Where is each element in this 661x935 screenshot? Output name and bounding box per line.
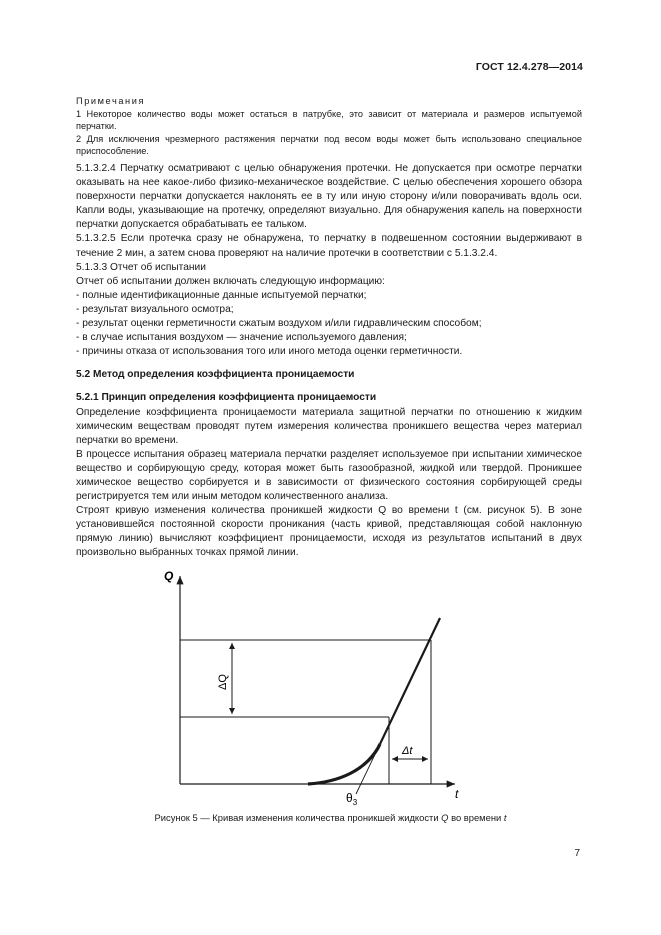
delta-q-label: ΔQ <box>217 674 229 690</box>
figure-5 <box>150 558 480 808</box>
permeation-curve-diagram <box>150 558 480 808</box>
notes-section <box>76 95 582 158</box>
x-axis-label: t <box>455 787 459 801</box>
paragraph-definition: Определение коэффициента проницаемости материала защитной перчатки по отношению к жидким химическим веществам проводят путем измерения количества проникшего вещества через материал перчатки во времени. <box>76 406 582 446</box>
report-item: - причины отказа от использования того или иного метода оценки герметичности. <box>76 346 463 358</box>
paragraph-5-1-3-2-4: 5.1.3.2.4 Перчатку осматривают с целью обнаружения протечки. Не допускается при осмотре перчатки оказывать на нее какое-либо физико-механическое воздействие. С целью обеспечения хорошего обзора поверхности перчатки допускается наклонять ее в ту или иную сторону и/или поворачивать вдоль оси. Капли воды, указывающие на протечку, определяют визуально. Для обнаружения капель на поверхности перчатки допускается обрабатывать ее тальком. <box>76 163 582 231</box>
theta-symbol: θ <box>346 791 353 805</box>
report-item: - в случае испытания воздухом — значение используемого давления; <box>76 332 407 344</box>
y-axis-label: Q <box>164 569 174 583</box>
permeation-curve <box>308 744 380 784</box>
report-intro: Отчет об испытании должен включать следующую информацию: <box>76 275 385 287</box>
heading-5-2: 5.2 Метод определения коэффициента проницаемости <box>76 369 355 381</box>
delta-t-label: Δt <box>402 745 413 757</box>
report-item: - полные идентификационные данные испытуемой перчатки; <box>76 289 367 301</box>
page-number: 7 <box>574 848 580 859</box>
figure-caption <box>0 812 661 823</box>
note-2: 2 Для исключения чрезмерного растяжения перчатки под весом воды может быть использовано специальное приспособление. <box>76 133 582 157</box>
report-item: - результат оценки герметичности сжатым воздухом и/или гидравлическим способом; <box>76 318 482 330</box>
heading-5-2-1: 5.2.1 Принцип определения коэффициента проницаемости <box>76 392 377 404</box>
notes-title: Примечания <box>76 96 146 106</box>
caption-q: Q <box>441 812 449 823</box>
paragraph-5-1-3-2-5: 5.1.3.2.5 Если протечка сразу не обнаружена, то перчатку в подвешенном состоянии выдерживают в течение 2 мин, а затем снова проверяют на наличие протечки в соответствии с 5.1.3.2.4. <box>76 233 582 259</box>
standard-code: ГОСТ 12.4.278—2014 <box>475 61 583 73</box>
caption-t: t <box>503 812 507 823</box>
paragraph-process: В процессе испытания образец материала перчатки разделяет используемое при испытании химическое вещество и сорбирующую среду, которая может быть газообразной, жидкой или твердой. Проникшее химическое вещество сорбируется и в зависимости от физического состояния сорбирующей среды регистрируется тем или иным методом количественного анализа. <box>76 448 582 503</box>
caption-mid: во времени <box>448 812 504 823</box>
theta-subscript: 3 <box>352 798 358 807</box>
note-1: 1 Некоторое количество воды может остаться в патрубке, это зависит от материала и размеров испытуемой перчатки. <box>76 108 582 132</box>
report-item: - результат визуального осмотра; <box>76 303 234 315</box>
caption-text: Рисунок 5 — Кривая изменения количества проникшей жидкости <box>154 812 442 823</box>
paragraph-curve: Строят кривую изменения количества проникшей жидкости Q во времени t (см. рисунок 5). В зоне установившейся постоянной скорости проникания (часть кривой, представляющая собой наклонную прямую линию) вычисляют коэффициент проницаемости, исходя из результатов испытаний в двух произвольно выбранных точках прямой линии. <box>76 505 582 559</box>
main-text <box>76 162 582 561</box>
heading-5-1-3-3: 5.1.3.3 Отчет об испытании <box>76 261 206 273</box>
